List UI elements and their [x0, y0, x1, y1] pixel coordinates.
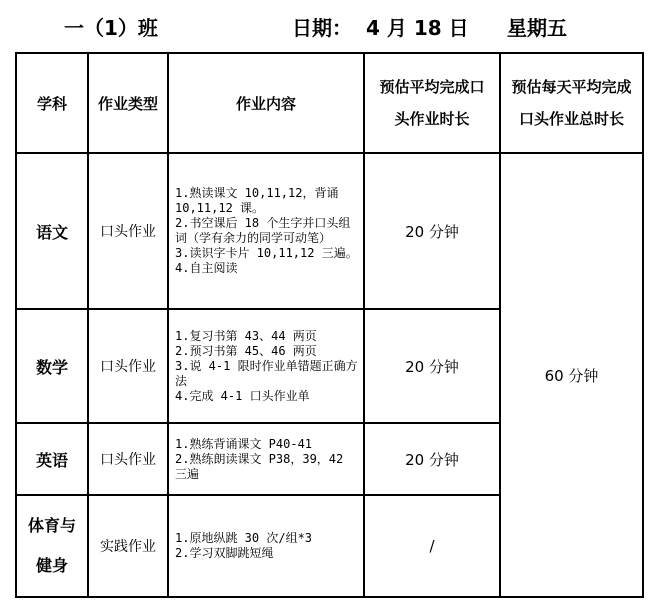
table-row-chinese — [16, 153, 643, 309]
content-item: 2.书空课后 18 个生字并口头组词（学有余力的同学可动笔） — [175, 216, 351, 245]
content-cell — [168, 423, 364, 495]
content-item: 4.完成 4-1 口头作业单 — [175, 388, 310, 403]
column-header-avg-duration — [364, 53, 500, 153]
content-cell — [168, 495, 364, 597]
class-name: 一（1）班 — [64, 16, 158, 40]
content-item: 2.熟练朗读课文 P38，39，42 三遍 — [175, 451, 344, 481]
date-value: 4 月 18 日 — [366, 16, 469, 40]
content-item: 2.预习书第 45、46 两页 — [175, 343, 317, 358]
subject-line: 健身 — [35, 556, 68, 575]
column-header-type: 作业类型 — [88, 53, 168, 153]
content-item: 1.熟练背诵课文 P40-41 — [175, 436, 313, 451]
content-item: 1.熟读课文 10,11,12，背诵 10,11,12 课。 — [175, 186, 339, 215]
type-cell: 口头作业 — [88, 153, 168, 309]
total-duration-cell: 60 分钟 — [500, 153, 643, 597]
content-item: 2.学习双脚跳短绳 — [175, 546, 274, 560]
type-cell: 口头作业 — [88, 309, 168, 423]
content-cell — [168, 153, 364, 309]
content-item: 3.说 4-1 限时作业单错题正确方法 — [175, 358, 358, 388]
content-cell — [168, 309, 364, 423]
column-header-content: 作业内容 — [168, 53, 364, 153]
subject-cell: 英语 — [16, 423, 88, 495]
subject-cell: 数学 — [16, 309, 88, 423]
column-header-avg-duration-line-1: 预估平均完成口 — [379, 78, 485, 96]
column-header-total-duration-line-1: 预估每天平均完成 — [511, 78, 632, 96]
type-cell: 口头作业 — [88, 423, 168, 495]
column-header-total-duration — [500, 53, 643, 153]
homework-table — [15, 52, 644, 598]
column-header-subject: 学科 — [16, 53, 88, 153]
page-header — [0, 8, 657, 44]
column-header-total-duration-line-2: 口头作业总时长 — [518, 110, 624, 128]
weekday: 星期五 — [507, 16, 567, 40]
duration-cell: 20 分钟 — [364, 423, 500, 495]
subject-cell — [16, 495, 88, 597]
duration-cell: 20 分钟 — [364, 309, 500, 423]
content-item: 4.自主阅读 — [175, 261, 238, 275]
column-header-avg-duration-line-2: 头作业时长 — [394, 110, 470, 128]
subject-cell: 语文 — [16, 153, 88, 309]
duration-cell: 20 分钟 — [364, 153, 500, 309]
content-item: 3.读识字卡片 10,11,12 三遍。 — [175, 246, 358, 260]
content-item: 1.原地纵跳 30 次/组*3 — [175, 531, 313, 545]
table-header-row — [16, 53, 643, 153]
duration-cell: / — [364, 495, 500, 597]
content-item: 1.复习书第 43、44 两页 — [175, 328, 317, 343]
subject-line: 体育与 — [27, 516, 76, 535]
date-label: 日期： — [292, 16, 352, 40]
type-cell: 实践作业 — [88, 495, 168, 597]
